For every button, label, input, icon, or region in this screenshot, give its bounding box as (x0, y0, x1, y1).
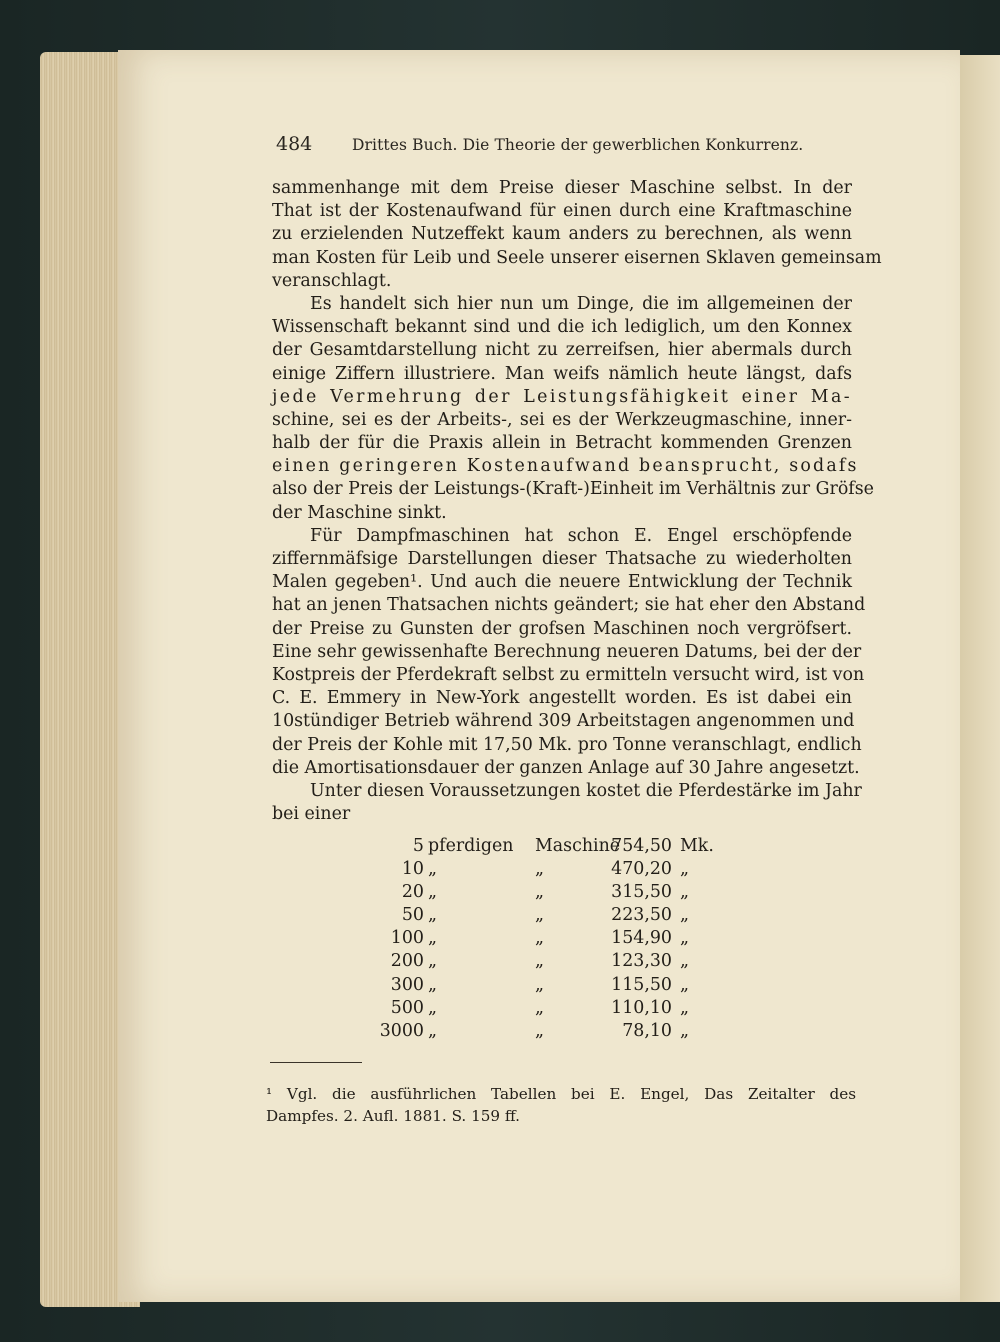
table-row (380, 998, 720, 1021)
machine-cell: „ (535, 905, 545, 926)
text-line: der Preis der Kohle mit 17,50 Mk. pro Tonne veranschlagt, endlich (272, 734, 862, 755)
footnote-rule (270, 1062, 362, 1063)
footnote-line: Dampfes. 2. Aufl. 1881. S. 159 ff. (266, 1107, 520, 1125)
table-row (380, 1021, 720, 1044)
currency-cell: „ (680, 882, 690, 903)
text-line: Für Dampfmaschinen hat schon E. Engel erschöpfende (310, 525, 852, 546)
text-line: einige Ziffern illustriere. Man weifs nämlich heute längst, dafs (272, 363, 852, 384)
text-line: einen geringeren Kostenaufwand beansprucht, sodafs (272, 456, 859, 477)
horsepower-cell: 500 (390, 997, 424, 1018)
horsepower-cell: 50 (401, 905, 424, 926)
text-line: also der Preis der Leistungs-(Kraft-)Einheit im Verhältnis zur Gröfse (272, 479, 874, 500)
table-row (380, 905, 720, 928)
horsepower-cell: 10 (401, 859, 424, 880)
table-row (380, 859, 720, 882)
text-line: Kostpreis der Pferdekraft selbst zu ermitteln versucht wird, ist von (272, 664, 865, 685)
text-line: veranschlagt. (272, 270, 392, 291)
unit-cell: „ (428, 905, 438, 926)
horsepower-cell: 3000 (379, 1020, 424, 1041)
text-line: Wissenschaft bekannt sind und die ich lediglich, um den Konnex (272, 317, 852, 338)
text-line: bei einer (272, 804, 351, 825)
unit-cell: „ (428, 928, 438, 949)
text-line: halb der für die Praxis allein in Betracht kommenden Grenzen (272, 433, 852, 454)
machine-cell: „ (535, 882, 545, 903)
currency-cell: „ (680, 951, 690, 972)
machine-cell: „ (535, 974, 545, 995)
table-row (380, 951, 720, 974)
currency-cell: „ (680, 905, 690, 926)
price-cell: 115,50 (611, 974, 672, 995)
machine-cell: „ (535, 997, 545, 1018)
table-row (380, 975, 720, 998)
text-line: jede Vermehrung der Leistungsfähigkeit einer Ma- (272, 386, 852, 407)
currency-cell: „ (680, 997, 690, 1018)
footnote-line: ¹ Vgl. die ausführlichen Tabellen bei E. Engel, Das Zeitalter des (266, 1085, 856, 1103)
unit-cell: pferdigen (428, 836, 514, 856)
price-cell: 154,90 (611, 928, 672, 949)
unit-cell: „ (428, 882, 438, 903)
price-cell: 78,10 (622, 1020, 672, 1041)
machine-cell: „ (535, 951, 545, 972)
horsepower-cell: 300 (390, 974, 424, 995)
unit-cell: „ (428, 997, 438, 1018)
facing-page-edge (958, 55, 1000, 1302)
text-line: C. E. Emmery in New-York angestellt worden. Es ist dabei ein (272, 688, 852, 709)
unit-cell: „ (428, 974, 438, 995)
text-line: Eine sehr gewissenhafte Berechnung neueren Datums, bei der der (272, 641, 862, 662)
text-line: der Maschine sinkt. (272, 502, 447, 523)
text-line: 10stündiger Betrieb während 309 Arbeitstagen angenommen und (272, 711, 855, 732)
text-line: schine, sei es der Arbeits-, sei es der Werkzeugmaschine, inner- (272, 409, 852, 430)
text-line: sammenhange mit dem Preise dieser Maschine selbst. In der (272, 178, 852, 198)
text-line: Malen gegeben¹. Und auch die neuere Entwicklung der Technik (272, 572, 852, 593)
currency-cell: Mk. (680, 836, 714, 856)
machine-cell: „ (535, 859, 545, 880)
price-cell: 754,50 (611, 836, 672, 856)
text-line: die Amortisationsdauer der ganzen Anlage auf 30 Jahre angesetzt. (272, 757, 860, 778)
currency-cell: „ (680, 974, 690, 995)
text-line: That ist der Kostenaufwand für einen durch eine Kraftmaschine (272, 201, 852, 222)
machine-cell: „ (535, 928, 545, 949)
footnote (266, 1083, 856, 1127)
body-text (272, 177, 882, 826)
currency-cell: „ (680, 859, 690, 880)
price-cell: 223,50 (611, 905, 672, 926)
machine-cell: „ (535, 1020, 545, 1041)
text-line: der Preise zu Gunsten der grofsen Maschinen noch vergröfsert. (272, 618, 852, 639)
unit-cell: „ (428, 1020, 438, 1041)
machine-cell: Maschine (535, 836, 621, 856)
price-table (380, 836, 720, 1044)
horsepower-cell: 100 (390, 928, 424, 949)
text-line: hat an jenen Thatsachen nichts geändert; sie hat eher den Abstand (272, 595, 866, 616)
page-number: 484 (276, 133, 313, 155)
currency-cell: „ (680, 928, 690, 949)
text-line: Unter diesen Voraussetzungen kostet die Pferdestärke im Jahr (310, 780, 862, 801)
horsepower-cell: 20 (401, 882, 424, 903)
page-header (276, 133, 836, 163)
price-cell: 315,50 (611, 882, 672, 903)
text-line: man Kosten für Leib und Seele unserer eisernen Sklaven gemeinsam (272, 247, 882, 268)
table-row (380, 836, 720, 859)
currency-cell: „ (680, 1020, 690, 1041)
unit-cell: „ (428, 859, 438, 880)
text-line: zu erzielenden Nutzeffekt kaum anders zu berechnen, als wenn (272, 224, 852, 245)
table-row (380, 882, 720, 905)
text-line: Es handelt sich hier nun um Dinge, die im allgemeinen der (310, 293, 852, 314)
text-line: ziffernmäfsige Darstellungen dieser Thatsache zu wiederholten (272, 549, 852, 569)
horsepower-cell: 5 (412, 836, 424, 856)
price-cell: 123,30 (611, 951, 672, 972)
running-head: Drittes Buch. Die Theorie der gewerblichen Konkurrenz. (352, 136, 804, 154)
horsepower-cell: 200 (390, 951, 424, 972)
text-line: der Gesamtdarstellung nicht zu zerreifsen, hier abermals durch (272, 340, 852, 361)
price-cell: 110,10 (611, 997, 672, 1018)
unit-cell: „ (428, 951, 438, 972)
price-cell: 470,20 (611, 859, 672, 880)
table-row (380, 928, 720, 951)
